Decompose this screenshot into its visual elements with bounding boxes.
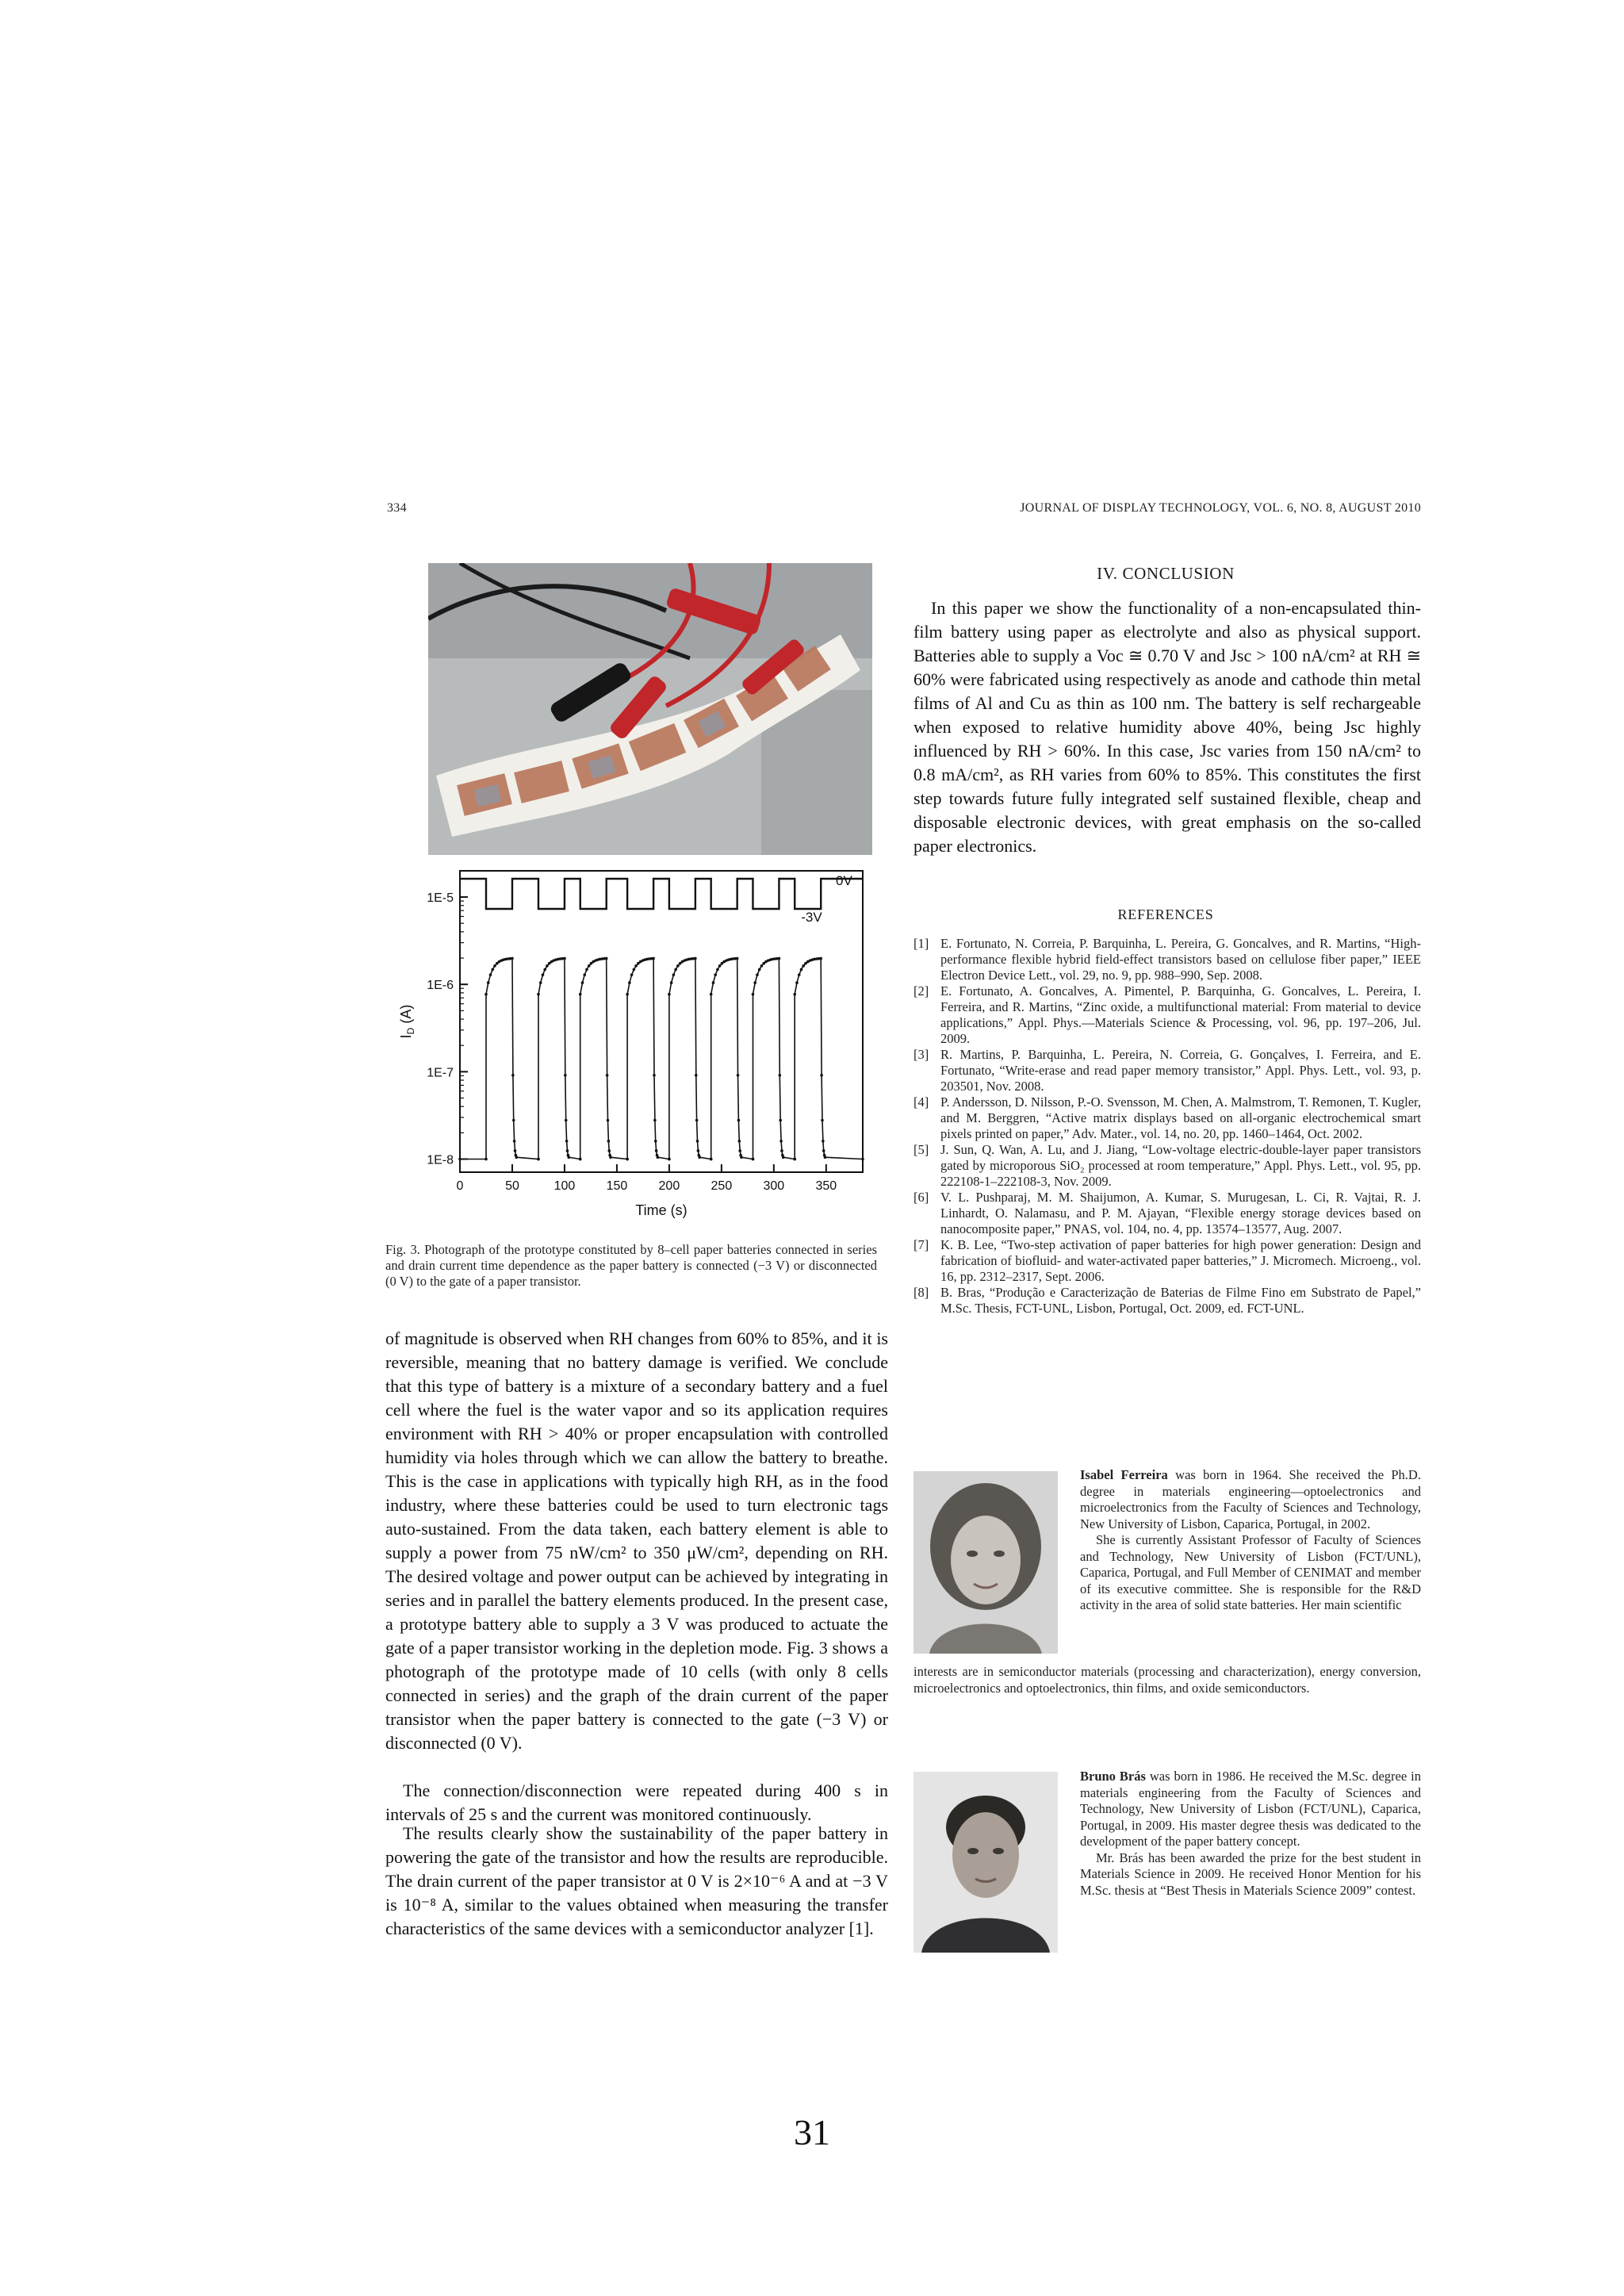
x-tick-label: 250 <box>710 1179 733 1193</box>
bio-bras <box>1080 1769 1421 1899</box>
data-point <box>752 1158 755 1161</box>
data-point <box>588 964 591 968</box>
data-point <box>824 1156 827 1159</box>
reference-item <box>914 1047 1421 1094</box>
x-tick-label: 100 <box>553 1179 576 1193</box>
conclusion-paragraph: In this paper we show the functionality of a non-encapsulated thin-film battery using paper as electrolyte and also as physical support. Batteries able to supply a Voc ≅ 0.70 V and Jsc > 100 nA/cm² at RH ≅ 60% were fabricated using respectively as anode and cathode thin metal films of Al and Cu as thin as 100 nm. The battery is self rechargeable when exposed to relative humidity above 40%, being Jsc highly influenced by RH > 60%. In this case, Jsc varies from 150 nA/cm² to 0.8 mA/cm², as RH varies from 60% to 85%. This constitutes the first step towards future fully integrated self sustained flexible, cheap and disposable electronic devices, with great emphasis on the so-called paper electronics. <box>914 598 1421 856</box>
data-point <box>633 968 636 972</box>
data-point <box>793 1158 796 1161</box>
data-point <box>537 1158 540 1161</box>
bio-ferreira-part2: interests are in semiconductor materials (processing and characterization), energy conversion, microelectronics and optoelectronics, thin films, and oxide semiconductors. <box>914 1664 1421 1696</box>
bio-text: Mr. Brás has been awarded the prize for the best student in Materials Science in 2009. He received Honor Mention for his M.Sc. thesis at “Best Thesis in Materials Science 2009” contest. <box>1080 1849 1421 1898</box>
data-point <box>491 968 494 972</box>
data-point <box>655 1149 658 1152</box>
data-point <box>630 973 634 976</box>
reference-text: P. Andersson, D. Nilsson, P.-O. Svensson, M. Chen, A. Malmstrom, T. Remonen, T. Kugler, and M. Berggren, “Active matrix displays based on all-organic electrochemical smart pixels printed on paper,” Adv. Mater., vol. 14, no. 20, pp. 1460–1464, Oct. 2002. <box>940 1094 1421 1141</box>
data-point <box>822 1149 825 1152</box>
data-point <box>821 1119 824 1122</box>
reference-text: J. Sun, Q. Wan, A. Lu, and J. Jiang, “Low-voltage electric-double-layer paper transistors gated by microporous SiO₂ processed at room temperature,” Appl. Phys. Lett., vol. 95, pp. 222108-1–222108-3, Nov. 2009. <box>940 1142 1421 1189</box>
data-point <box>581 981 584 984</box>
journal-header: JOURNAL OF DISPLAY TECHNOLOGY, VOL. 6, NO. 8, AUGUST 2010 <box>1020 501 1421 515</box>
data-point <box>802 964 805 968</box>
data-point <box>579 1158 582 1161</box>
data-point <box>579 993 582 996</box>
svg-text:ID (A): $I_D$ (A) <box>398 1004 416 1039</box>
drain-current-chart <box>395 866 877 1231</box>
x-tick-label: 300 <box>763 1179 785 1193</box>
data-point <box>539 981 542 984</box>
data-point <box>779 1140 783 1143</box>
reference-item <box>914 1094 1421 1142</box>
data-point <box>760 964 764 968</box>
data-point <box>485 993 488 996</box>
data-point <box>668 1158 671 1161</box>
data-point <box>738 1149 741 1152</box>
data-point <box>696 1140 699 1143</box>
data-point <box>714 973 717 976</box>
y-tick-label: 1E-6 <box>427 979 454 993</box>
data-point <box>567 1156 570 1159</box>
data-point <box>698 1156 701 1159</box>
reference-text: E. Fortunato, N. Correia, P. Barquinha, L. Pereira, G. Goncalves, and R. Martins, “High-performance flexible hybrid field-effect transistors based on cellulose fiber paper,” IEEE Electron Device Lett., vol. 29, no. 9, pp. 988–990, Sep. 2008. <box>940 936 1421 983</box>
data-point <box>822 1140 825 1143</box>
reference-text: B. Bras, “Produção e Caracterização de Baterias de Filme Fino em Substrato de Papel,” M.Sc. Thesis, FCT-UNL, Lisbon, Portugal, Oct. 2009, ed. FCT-UNL. <box>940 1285 1421 1316</box>
data-point <box>546 964 549 968</box>
data-point <box>537 993 540 996</box>
reference-item <box>914 983 1421 1047</box>
data-point <box>716 968 719 972</box>
reference-text: R. Martins, P. Barquinha, L. Pereira, N. Correia, G. Gonçalves, I. Ferreira, and E. Fortunato, “Write-erase and read paper memory transistor,” Appl. Phys. Lett., vol. 93, p. 203501, Nov. 2008. <box>940 1047 1421 1094</box>
data-point <box>653 1119 657 1122</box>
reference-text: E. Fortunato, A. Goncalves, A. Pimentel, P. Barquinha, G. Goncalves, L. Pereira, I. Ferreira, and R. Martins, “Zinc oxide, a multifunctional material: From material to device applications,” Appl. Phys.—Materials Science & Processing, vol. 96, pp. 197–206, Jul. 2009. <box>940 983 1421 1046</box>
data-point <box>512 1119 515 1122</box>
data-point <box>779 1119 782 1122</box>
bio-name-ferreira: Isabel Ferreira <box>1080 1467 1168 1482</box>
data-point <box>710 1158 713 1161</box>
data-point <box>515 1156 518 1159</box>
reference-number: [1] <box>914 936 929 951</box>
x-tick-label: 150 <box>606 1179 628 1193</box>
reference-number: [8] <box>914 1285 929 1300</box>
data-point <box>607 1149 611 1152</box>
y-axis-label <box>398 1005 416 1039</box>
author-photo-bras <box>914 1772 1058 1953</box>
data-point <box>736 957 739 960</box>
x-tick-label: 200 <box>658 1179 680 1193</box>
data-point <box>605 957 608 960</box>
data-point <box>511 1074 515 1077</box>
x-axis-label: Time (s) <box>635 1202 688 1218</box>
data-point <box>819 957 822 960</box>
bio-text: was born in 1986. He received the M.Sc. degree in materials engineering from the Faculty of Sciences and Technology, New University of Lisbon (FCT/UNL), Caparica, Portugal, in 2009. His master degree thesis was dedicated to the development of the paper battery concept. <box>1080 1769 1421 1849</box>
data-point <box>752 993 755 996</box>
conclusion-heading: IV. CONCLUSION <box>1097 564 1235 583</box>
body-paragraph-2: The connection/disconnection were repeated during 400 s in intervals of 25 s and the current was monitored continuously. <box>385 1780 888 1824</box>
data-point <box>487 981 490 984</box>
data-point <box>737 1074 740 1077</box>
data-point <box>800 968 803 972</box>
data-point <box>710 993 713 996</box>
reference-text: K. B. Lee, “Two-step activation of paper batteries for high power generation: Design and fabrication of biofluid- and water-activated paper batteries,” J. Micromech. Microeng., vol. 16, pp. 2312–2317, Sept. 2006. <box>940 1237 1421 1284</box>
data-point <box>654 1140 657 1143</box>
annotation-0v: 0V <box>836 873 852 888</box>
chart-svg <box>395 866 877 1231</box>
reference-item <box>914 1142 1421 1190</box>
data-point <box>609 1156 612 1159</box>
data-point <box>607 1140 611 1143</box>
data-point <box>489 973 492 976</box>
data-point <box>697 1149 700 1152</box>
reference-number: [6] <box>914 1190 929 1205</box>
data-point <box>756 973 759 976</box>
data-point <box>795 981 799 984</box>
reference-number: [7] <box>914 1237 929 1252</box>
data-point <box>782 1156 785 1159</box>
data-point <box>626 993 629 996</box>
data-point <box>695 1074 698 1077</box>
data-point <box>820 1074 823 1077</box>
author-photo-ferreira <box>914 1471 1058 1654</box>
reference-number: [3] <box>914 1047 929 1062</box>
data-point <box>861 1158 864 1161</box>
data-point <box>758 968 761 972</box>
data-point <box>607 1119 610 1122</box>
bio-ferreira-part1 <box>1080 1467 1421 1614</box>
x-tick-label: 350 <box>815 1179 837 1193</box>
data-point <box>542 973 545 976</box>
data-point <box>695 1119 699 1122</box>
reference-number: [2] <box>914 983 929 999</box>
references-list <box>914 936 1421 1317</box>
y-tick-label: 1E-7 <box>427 1066 454 1080</box>
page-header-number: 334 <box>387 501 407 515</box>
data-point <box>778 957 781 960</box>
data-point <box>626 1158 629 1161</box>
data-point <box>485 1158 488 1161</box>
data-point <box>628 981 631 984</box>
data-point <box>583 973 586 976</box>
data-point <box>712 981 715 984</box>
data-point <box>565 1140 569 1143</box>
body-paragraph-3: The results clearly show the sustainability of the paper battery in powering the gate of the transistor and how the results are reproducible. The drain current of the paper transistor at 0 V is 2×10⁻⁶ A and at −3 V is 10⁻⁸ A, similar to the values obtained when measuring the transfer characteristics of the same devices with a semiconductor analyzer [1]. <box>385 1823 888 1938</box>
data-point <box>653 1074 656 1077</box>
gate-voltage-trace <box>460 879 863 909</box>
data-point <box>780 1149 783 1152</box>
data-point <box>753 981 756 984</box>
reference-item <box>914 1190 1421 1237</box>
data-point <box>511 957 514 960</box>
x-tick-label: 0 <box>456 1179 464 1193</box>
reference-item <box>914 1285 1421 1317</box>
reference-number: [4] <box>914 1094 929 1110</box>
data-point <box>672 973 676 976</box>
references-heading: REFERENCES <box>1117 907 1214 922</box>
data-point <box>585 968 588 972</box>
data-point <box>670 981 673 984</box>
data-point <box>740 1156 743 1159</box>
data-point <box>668 993 671 996</box>
data-point <box>563 957 566 960</box>
data-point <box>737 1119 741 1122</box>
body-paragraph-1: of magnitude is observed when RH changes from 60% to 85%, and it is reversible, meaning that no battery damage is verified. We conclude that this type of battery is a mixture of a secondary battery and a fuel cell where the fuel is the water vapor and so its application requires environment with RH > 40% or proper encapsulation with controlled humidity via holes through which we can allow the battery to breathe. This is the case in applications with typically high RH, as in the food industry, where these batteries could be used to turn electronic tags auto-sustained. From the data taken, each battery element is able to supply a power from 75 nW/cm² to 350 μW/cm², depending on RH. The desired voltage and power output can be achieved by integrating in series and in parallel the battery elements produced. In the present case, a prototype battery able to supply a 3 V was produced to actuate the gate of a paper transistor working in the depletion mode. Fig. 3 shows a photograph of the prototype made of 10 cells (with only 8 cells connected in series) and the graph of the drain current of the paper transistor when the paper battery is connected to the gate (−3 V) or disconnected (0 V). <box>385 1328 888 1753</box>
reference-number: [5] <box>914 1142 929 1157</box>
data-point <box>513 1140 516 1143</box>
data-point <box>564 1074 567 1077</box>
data-point <box>674 968 677 972</box>
bio-name-bras: Bruno Brás <box>1080 1769 1146 1784</box>
y-tick-label: 1E-8 <box>427 1153 454 1167</box>
data-point <box>798 973 801 976</box>
reference-item <box>914 1237 1421 1285</box>
data-point <box>634 964 638 968</box>
drain-current-trace <box>460 959 863 1159</box>
data-point <box>606 1074 609 1077</box>
reference-item <box>914 936 1421 983</box>
reference-text: V. L. Pushparaj, M. M. Shaijumon, A. Kumar, S. Murugesan, L. Ci, R. Vajtai, R. J. Linhardt, O. Nalamasu, and P. M. Ajayan, “Flexible energy storage devices based on nanocomposite paper,” PNAS, vol. 104, no. 4, pp. 13574–13577, Aug. 2007. <box>940 1190 1421 1236</box>
data-point <box>458 1158 462 1161</box>
data-point <box>676 964 680 968</box>
data-point <box>779 1074 782 1077</box>
x-tick-label: 50 <box>505 1179 519 1193</box>
bio-text: She is currently Assistant Professor of Faculty of Sciences and Technology, New University of Lisbon (FCT/UNL), Caparica, Portugal, and Full Member of CENIMAT and member of its executive committee. She is responsible for the R&D activity in the area of solid state batteries. Her main scientific <box>1080 1532 1421 1612</box>
data-point <box>493 964 496 968</box>
data-point <box>738 1140 741 1143</box>
data-point <box>793 993 796 996</box>
annotation-minus-3v: -3V <box>801 910 822 925</box>
data-point <box>718 964 722 968</box>
data-point <box>652 957 655 960</box>
figure-caption: Fig. 3. Photograph of the prototype constituted by 8–cell paper batteries connected in series and drain current time dependence as the paper battery is connected (−3 V) or disconnected (0 V) to the gate of a paper transistor. <box>385 1242 877 1289</box>
data-point <box>565 1119 568 1122</box>
data-point <box>543 968 546 972</box>
data-point <box>566 1149 569 1152</box>
prototype-photo <box>428 563 872 855</box>
footer-page-number: 31 <box>794 2112 830 2152</box>
data-point <box>514 1149 517 1152</box>
y-tick-label: 1E-5 <box>427 891 454 906</box>
data-point <box>657 1156 660 1159</box>
bio-text: was born in 1964. She received the Ph.D. degree in materials engineering—optoelectronics and microelectronics from the Faculty of Sciences and Technology, New University of Lisbon, Caparica, Portugal, in 2002. <box>1080 1467 1421 1531</box>
data-point <box>694 957 697 960</box>
